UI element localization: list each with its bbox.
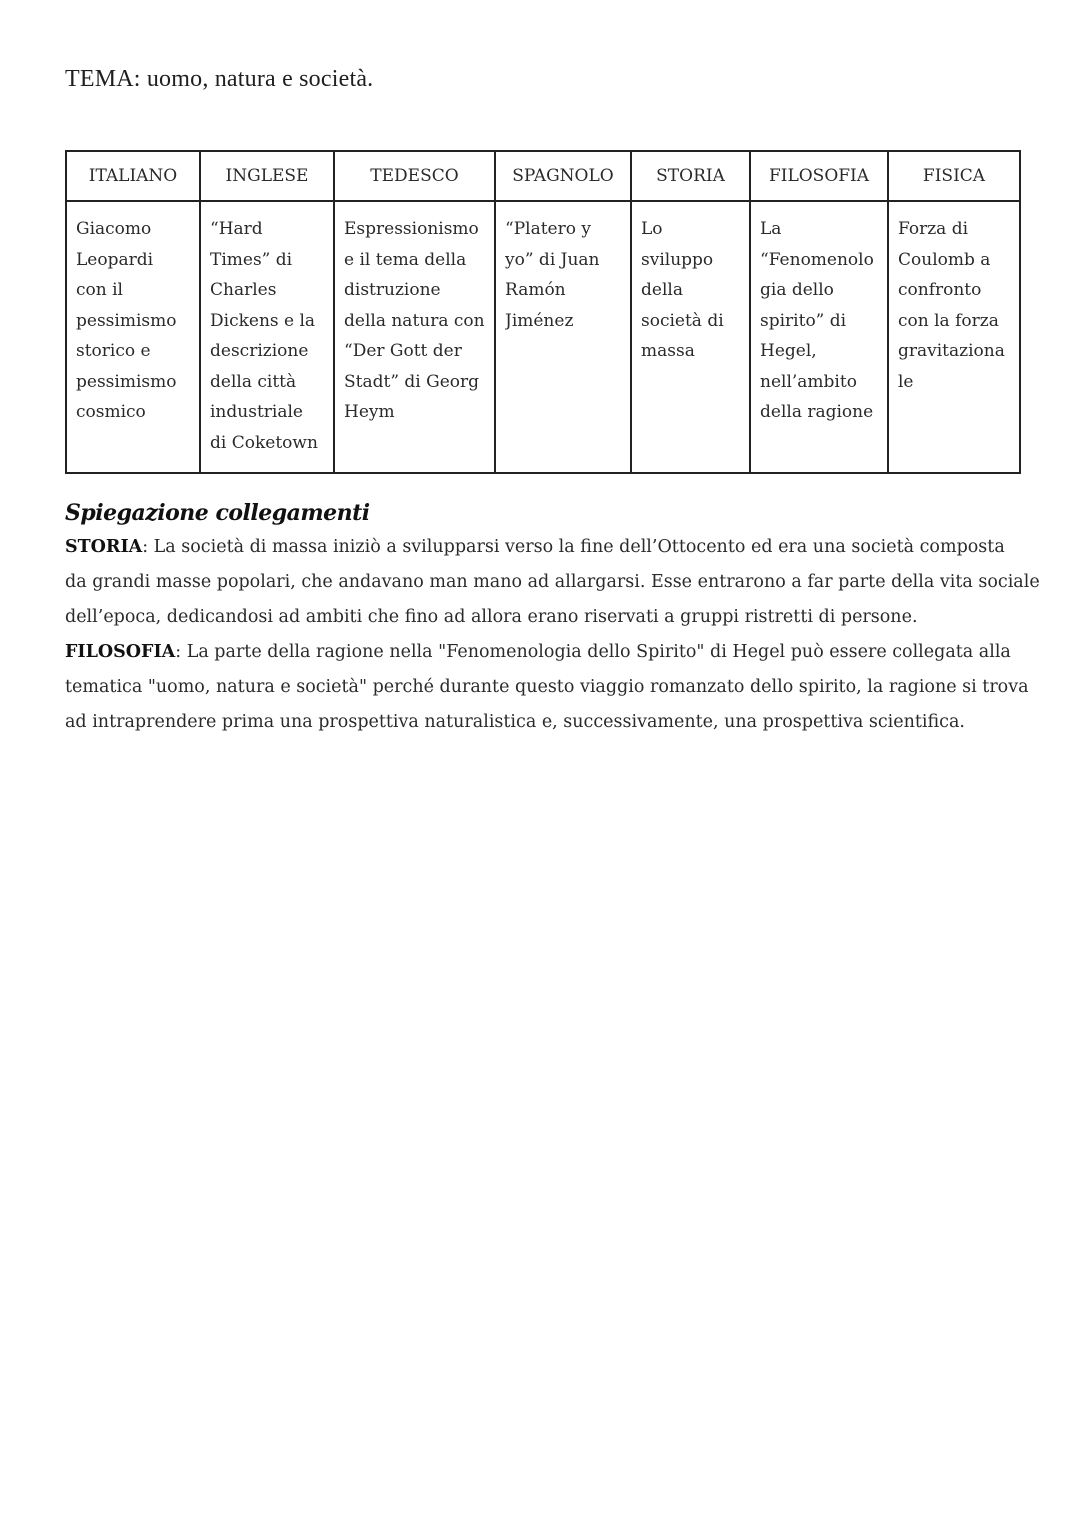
- cell-text: gravitaziona: [898, 341, 1005, 361]
- cell-text: sviluppo: [641, 249, 714, 270]
- page-title: TEMA: uomo, natura e società.: [65, 66, 374, 92]
- cell-text: Forza di: [898, 219, 969, 239]
- table-header-row: [66, 151, 1020, 201]
- cell-text: Times” di: [210, 249, 293, 270]
- explanation-section: [65, 500, 1040, 740]
- cell-text: della: [641, 280, 683, 300]
- cell-text: Charles: [210, 280, 277, 300]
- cell-text: Dickens e la: [210, 310, 316, 331]
- paragraph-line: [65, 635, 1025, 670]
- cell-text: Heym: [344, 402, 395, 422]
- cell-text: di Coketown: [210, 432, 318, 453]
- cell-text: storico e: [76, 341, 151, 361]
- header-filosofia: FILOSOFIA: [750, 151, 888, 201]
- cell-text: e il tema della: [344, 249, 467, 270]
- cell-fisica: [888, 201, 1020, 473]
- cell-text: con il: [76, 280, 123, 300]
- cell-text: Stadt” di Georg: [344, 371, 480, 392]
- cell-text: le: [898, 371, 914, 392]
- storia-label: STORIA: [65, 537, 143, 557]
- header-spagnolo: SPAGNOLO: [495, 151, 631, 201]
- cell-text: “Platero y: [505, 219, 591, 239]
- cell-text: Espressionismo: [344, 219, 479, 239]
- cell-text: confronto: [898, 280, 982, 300]
- cell-inglese: [200, 201, 334, 473]
- cell-storia: [631, 201, 750, 473]
- cell-text: della natura con: [344, 310, 485, 331]
- paragraph-line: tematica "uomo, natura e società" perché durante questo viaggio romanzato dello spirito, la ragione si trova: [65, 677, 1029, 697]
- cell-text: “Fenomenolo: [760, 249, 874, 270]
- filosofia-paragraph: [65, 635, 1029, 740]
- cell-text: massa: [641, 341, 695, 361]
- subjects-table: [65, 150, 1021, 474]
- cell-text: pessimismo: [76, 371, 177, 392]
- cell-text: Giacomo: [76, 219, 152, 239]
- cell-text: “Der Gott der: [344, 341, 462, 361]
- cell-text: pessimismo: [76, 310, 177, 331]
- paragraph-line: da grandi masse popolari, che andavano man mano ad allargarsi. Esse entrarono a far parte della vita sociale: [65, 572, 1040, 592]
- cell-text: yo” di Juan: [505, 249, 600, 270]
- paragraph-line: [65, 530, 1025, 565]
- paragraph-line: ad intraprendere prima una prospettiva naturalistica e, successivamente, una prospettiva scientifica.: [65, 712, 965, 732]
- cell-text: gia dello: [760, 280, 834, 300]
- paragraph-line: dell’epoca, dedicandosi ad ambiti che fino ad allora erano riservati a gruppi ristretti di persone.: [65, 607, 918, 627]
- cell-spagnolo: [495, 201, 631, 473]
- cell-text: industriale: [210, 402, 303, 422]
- cell-text: della città: [210, 371, 297, 392]
- cell-text: Jiménez: [505, 310, 574, 331]
- cell-filosofia: [750, 201, 888, 473]
- header-fisica: FISICA: [888, 151, 1020, 201]
- storia-paragraph: [65, 530, 1040, 635]
- cell-text: “Hard: [210, 219, 263, 239]
- header-inglese: INGLESE: [200, 151, 334, 201]
- cell-text: Hegel,: [760, 341, 817, 361]
- header-italiano: ITALIANO: [66, 151, 200, 201]
- paragraph-text: : La società di massa iniziò a svilupparsi verso la fine dell’Ottocento ed era una società composta: [142, 537, 1005, 557]
- cell-text: società di: [641, 310, 724, 331]
- cell-text: della ragione: [760, 402, 874, 422]
- filosofia-label: FILOSOFIA: [65, 642, 176, 662]
- cell-text: Ramón: [505, 280, 566, 300]
- cell-text: Coulomb a: [898, 249, 991, 270]
- header-storia: STORIA: [631, 151, 750, 201]
- cell-text: cosmico: [76, 402, 146, 422]
- cell-italiano: [66, 201, 200, 473]
- cell-tedesco: [334, 201, 495, 473]
- cell-text: La: [760, 219, 782, 239]
- cell-text: distruzione: [344, 280, 441, 300]
- table-row: [66, 201, 1020, 473]
- cell-text: Lo: [641, 219, 663, 239]
- cell-text: con la forza: [898, 310, 999, 331]
- header-tedesco: TEDESCO: [334, 151, 495, 201]
- paragraph-text: : La parte della ragione nella "Fenomenologia dello Spirito" di Hegel può essere collegata alla: [175, 642, 1011, 662]
- cell-text: descrizione: [210, 341, 309, 361]
- cell-text: nell’ambito: [760, 371, 857, 392]
- cell-text: spirito” di: [760, 310, 847, 331]
- cell-text: Leopardi: [76, 249, 154, 270]
- section-heading: Spiegazione collegamenti: [65, 500, 370, 526]
